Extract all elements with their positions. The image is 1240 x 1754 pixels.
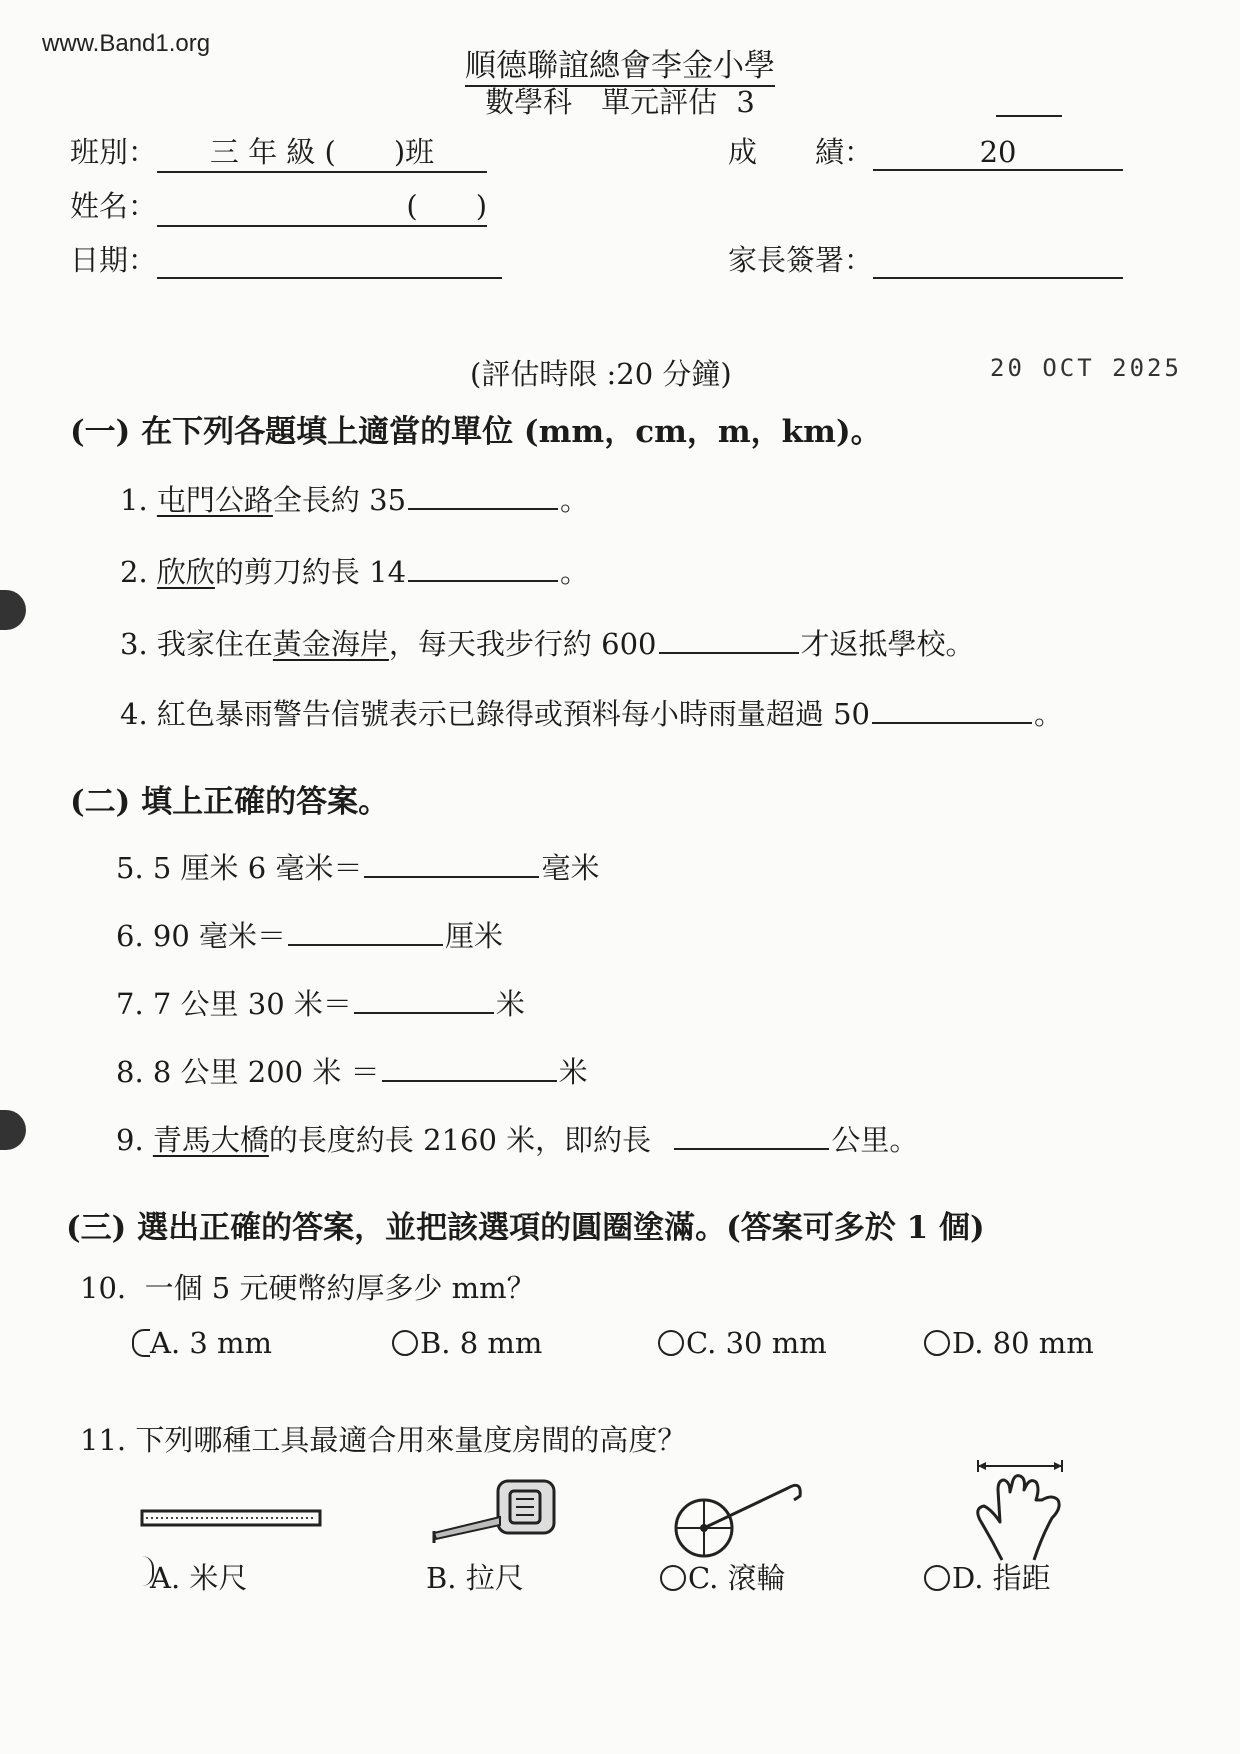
question-number: 3.	[120, 627, 148, 661]
question-number: 4.	[120, 697, 148, 731]
name-class-number: ( )	[406, 189, 488, 223]
q11-option-b[interactable]	[426, 1556, 524, 1597]
q11-option-d[interactable]	[924, 1556, 1051, 1597]
answer-blank[interactable]	[659, 651, 799, 654]
question-7	[116, 982, 525, 1023]
q11-option-c[interactable]	[660, 1556, 786, 1597]
unit: 厘米	[445, 919, 504, 953]
name-field[interactable]	[157, 184, 487, 227]
question-text: 5 厘米 6 毫米＝	[152, 851, 363, 885]
unit: 公里。	[831, 1123, 919, 1157]
answer-blank[interactable]	[408, 507, 558, 510]
question-number: 6.	[116, 919, 144, 953]
question-text: 全長約 35	[272, 483, 407, 517]
question-end: 。	[560, 555, 590, 589]
question-text: ，每天我步行約 600	[388, 627, 657, 661]
proper-noun: 青馬大橋	[152, 1123, 269, 1157]
option-circle-icon	[924, 1565, 950, 1591]
q10-option-b[interactable]	[392, 1326, 542, 1360]
score-field[interactable]	[873, 135, 1123, 171]
section-three-title: (三) 選出正確的答案，並把該選項的圓圈塗滿。(答案可多於 1 個)	[66, 1210, 985, 1246]
answer-blank[interactable]	[288, 943, 443, 946]
parent-signature-label: 家長簽署：	[728, 243, 874, 277]
unit: 毫米	[541, 851, 600, 885]
parent-signature-field[interactable]	[873, 243, 1123, 279]
option-circle-icon	[660, 1565, 686, 1591]
question-number: 10.	[80, 1271, 127, 1305]
question-4	[120, 692, 1063, 733]
date-stamp: 20 OCT 2025	[990, 354, 1182, 382]
question-10	[80, 1266, 536, 1307]
question-text: 的長度約長 2160 米，即約長	[268, 1123, 652, 1157]
question-number: 5.	[116, 851, 144, 885]
hand-span-icon	[972, 1460, 1072, 1570]
q10-option-a[interactable]	[132, 1326, 272, 1360]
class-label: 班別：	[70, 135, 158, 169]
class-field[interactable]	[157, 130, 487, 173]
question-2	[120, 550, 589, 591]
question-number: 9.	[116, 1123, 144, 1157]
tape-measure-icon	[430, 1475, 560, 1550]
option-label: D. 指距	[952, 1561, 1051, 1595]
date-field[interactable]	[157, 243, 502, 279]
option-label: A. 米尺	[150, 1561, 248, 1595]
question-6	[116, 914, 503, 955]
answer-blank[interactable]	[354, 1011, 494, 1014]
proper-noun: 屯門公路	[156, 483, 273, 517]
proper-noun: 欣欣	[156, 555, 215, 589]
answer-blank[interactable]	[382, 1079, 557, 1082]
question-number: 8.	[116, 1055, 144, 1089]
question-text: 8 公里 200 米 ＝	[152, 1055, 380, 1089]
section-two-title: (二) 填上正確的答案。	[70, 784, 390, 820]
date-label: 日期：	[70, 243, 158, 277]
option-circle-icon	[392, 1330, 418, 1356]
question-number: 7.	[116, 987, 144, 1021]
question-number: 1.	[120, 483, 148, 517]
question-text: 下列哪種工具最適合用來量度房間的高度？	[135, 1423, 687, 1457]
option-label: D. 80 mm	[952, 1326, 1094, 1360]
question-text: 一個 5 元硬幣約厚多少 mm？	[144, 1271, 536, 1305]
option-label: B. 拉尺	[426, 1561, 524, 1595]
score-total-rule	[996, 115, 1062, 117]
school-name: 順德聯誼總會李金小學	[0, 40, 1240, 85]
question-text: 的剪刀約長 14	[214, 555, 407, 589]
question-9	[116, 1118, 918, 1159]
date-row	[70, 238, 502, 279]
class-row	[70, 130, 487, 173]
option-label: C. 30 mm	[686, 1326, 827, 1360]
question-1	[120, 478, 589, 519]
answer-blank[interactable]	[408, 579, 558, 582]
q11-option-a[interactable]	[150, 1556, 247, 1597]
question-text: 紅色暴雨警告信號表示已錄得或預料每小時雨量超過 50	[156, 697, 871, 731]
answer-blank[interactable]	[364, 875, 539, 878]
question-8	[116, 1050, 588, 1091]
answer-blank[interactable]	[674, 1147, 829, 1150]
option-label: B. 8 mm	[420, 1326, 543, 1360]
question-end: 才返抵學校。	[800, 627, 975, 661]
unit: 米	[495, 987, 525, 1021]
question-5	[116, 846, 599, 887]
answer-blank[interactable]	[872, 721, 1032, 724]
question-number: 2.	[120, 555, 148, 589]
name-row	[70, 184, 487, 227]
q10-option-d[interactable]	[924, 1326, 1094, 1360]
option-label: A. 3 mm	[150, 1326, 273, 1360]
question-3	[120, 622, 975, 663]
question-text: 7 公里 30 米＝	[152, 987, 352, 1021]
parent-signature-row	[728, 238, 1123, 279]
watermark: www.Band1.org	[42, 30, 211, 57]
name-label: 姓名：	[70, 189, 158, 223]
option-circle-icon	[132, 1329, 150, 1357]
option-circle-icon	[924, 1330, 950, 1356]
score-label: 成 績：	[728, 135, 874, 169]
punch-hole	[0, 590, 26, 630]
punch-hole	[0, 1110, 26, 1150]
question-text: 90 毫米＝	[152, 919, 287, 953]
meter-stick-icon	[142, 1505, 322, 1535]
class-value: 三 年 級 ( )班	[209, 135, 435, 169]
question-text: 我家住在	[156, 627, 273, 661]
score-total: 20	[979, 135, 1017, 169]
q10-option-c[interactable]	[658, 1326, 827, 1360]
section-one-title: (一) 在下列各題填上適當的單位 (mm，cm，m，km)。	[70, 414, 882, 450]
unit: 米	[558, 1055, 588, 1089]
question-end: 。	[560, 483, 590, 517]
subject-title: 數學科 單元評估 3	[485, 85, 755, 119]
question-11	[80, 1418, 686, 1459]
option-label: C. 滾輪	[688, 1561, 786, 1595]
score-row	[728, 130, 1123, 171]
question-end: 。	[1034, 697, 1064, 731]
time-limit: (評估時限 :20 分鐘)	[470, 357, 732, 391]
proper-noun: 黃金海岸	[272, 627, 389, 661]
question-number: 11.	[80, 1423, 127, 1457]
option-circle-icon	[658, 1330, 684, 1356]
measuring-wheel-icon	[670, 1470, 810, 1565]
